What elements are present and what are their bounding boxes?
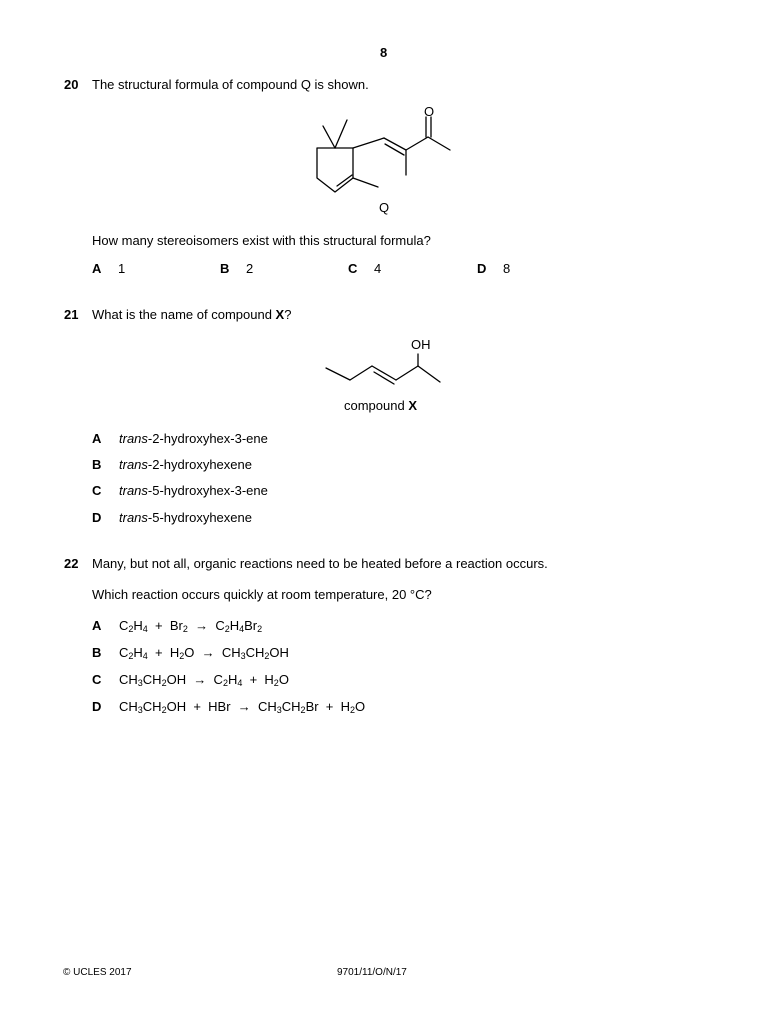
- option-text: trans-2-hydroxyhex-3-ene: [119, 431, 268, 446]
- option-letter: D: [92, 699, 102, 714]
- footer-copyright: © UCLES 2017: [63, 967, 132, 978]
- option-letter: A: [92, 261, 102, 276]
- compound-x-label: compound X: [344, 398, 417, 413]
- option-letter: A: [92, 618, 102, 633]
- page-number: 8: [380, 45, 388, 60]
- footer-paper-code: 9701/11/O/N/17: [337, 967, 407, 978]
- option-text: 2: [246, 261, 254, 276]
- option-letter: C: [92, 672, 102, 687]
- question-22-question: Which reaction occurs quickly at room temperature, 20 °C?: [92, 587, 432, 602]
- compound-q-label: Q: [379, 200, 390, 215]
- option-row: D: [92, 510, 102, 525]
- option-letter: D: [477, 261, 487, 276]
- option-equation: C2H4 + H2O → CH3CH2OH: [119, 645, 289, 661]
- oxygen-atom-label: O: [424, 104, 435, 119]
- option-text: trans-2-hydroxyhexene: [119, 457, 252, 472]
- option-equation: CH3CH2OH → C2H4 + H2O: [119, 672, 289, 688]
- option-letter: C: [348, 261, 358, 276]
- option-text: 8: [503, 261, 511, 276]
- option-row: B: [92, 457, 102, 472]
- question-21-number: 21: [64, 307, 79, 322]
- question-20-stem: The structural formula of compound Q is shown.: [92, 77, 369, 92]
- question-22-stem: Many, but not all, organic reactions need to be heated before a reaction occurs.: [92, 556, 548, 571]
- question-22-number: 22: [64, 556, 79, 571]
- hydroxyl-group-label: OH: [411, 337, 431, 352]
- compound-q-structure: [300, 100, 470, 200]
- option-text: trans-5-hydroxyhexene: [119, 510, 252, 525]
- compound-x-structure: [320, 348, 450, 388]
- option-row: A: [92, 431, 102, 446]
- question-21-stem: What is the name of compound X?: [92, 307, 292, 322]
- option-letter: B: [92, 645, 102, 660]
- option-letter: B: [220, 261, 230, 276]
- option-text: 4: [374, 261, 382, 276]
- option-text: trans-5-hydroxyhex-3-ene: [119, 483, 268, 498]
- question-20-number: 20: [64, 77, 79, 92]
- option-equation: CH3CH2OH + HBr → CH3CH2Br + H2O: [119, 699, 366, 715]
- option-text: 1: [118, 261, 126, 276]
- option-equation: C2H4 + Br2 → C2H4Br2: [119, 618, 263, 634]
- question-20-question: How many stereoisomers exist with this structural formula?: [92, 233, 431, 248]
- option-row: C: [92, 483, 102, 498]
